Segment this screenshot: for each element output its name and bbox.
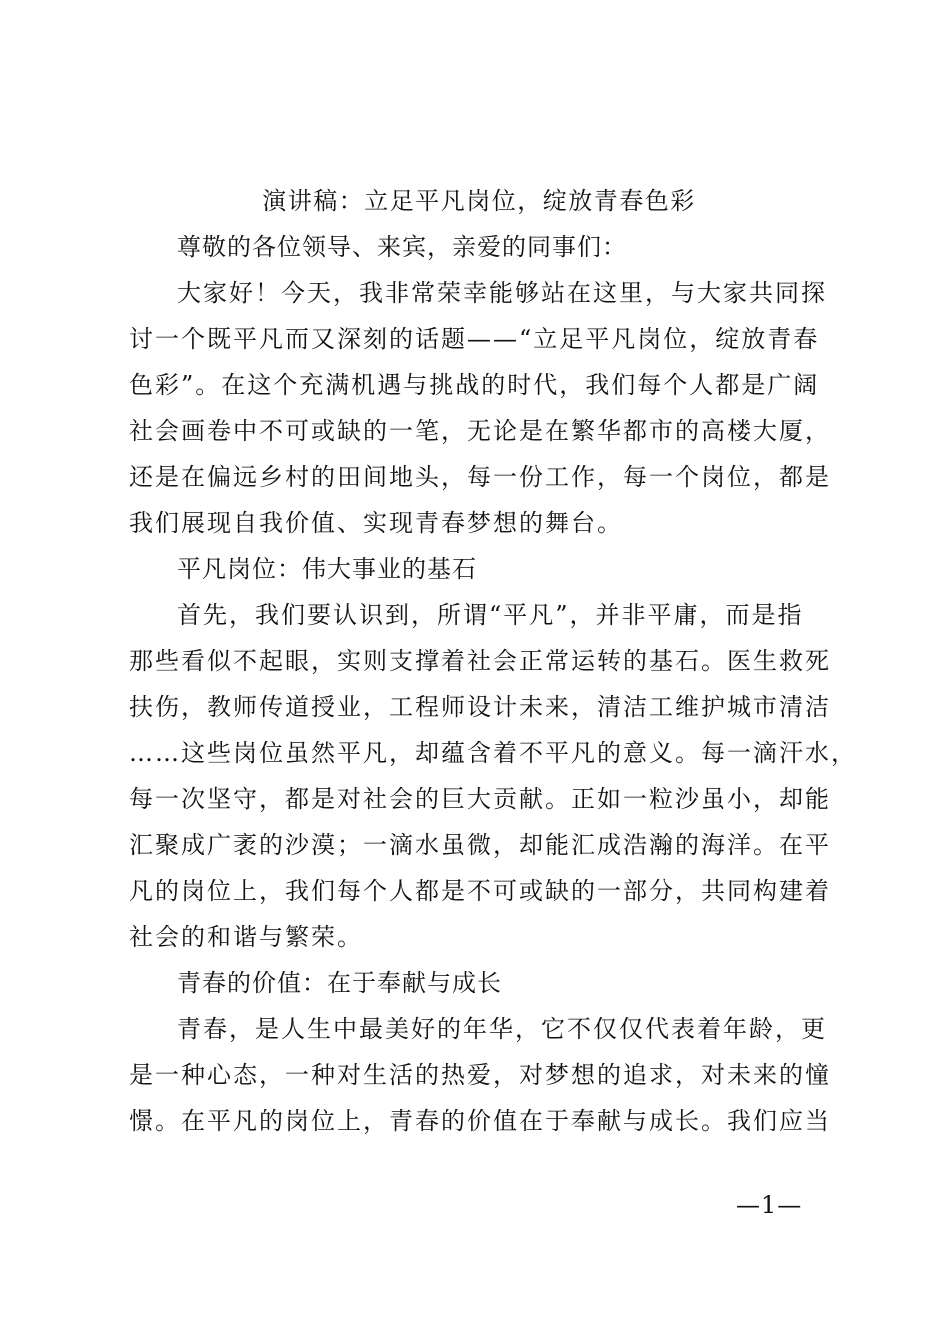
- text-line: 社会画卷中不可或缺的一笔，无论是在繁华都市的高楼大厦，: [129, 417, 831, 445]
- text-line: 凡的岗位上，我们每个人都是不可或缺的一部分，共同构建着: [129, 877, 831, 905]
- document-body: [129, 178, 857, 1144]
- text-line: 我们展现自我价值、实现青春梦想的舞台。: [129, 509, 623, 537]
- text-line: 青春，是人生中最美好的年华，它不仅仅代表着年龄，更: [177, 1015, 827, 1043]
- section-heading-1: 平凡岗位：伟大事业的基石: [177, 555, 477, 583]
- text-line: 社会的和谐与繁荣。: [129, 923, 363, 951]
- text-line: 汇聚成广袤的沙漠；一滴水虽微，却能汇成浩瀚的海洋。在平: [129, 831, 831, 859]
- text-line: ……这些岗位虽然平凡，却蕴含着不平凡的意义。每一滴汗水，: [129, 739, 857, 767]
- text-line: 是一种心态，一种对生活的热爱，对梦想的追求，对未来的憧: [129, 1061, 831, 1089]
- text-line: 大家好！今天，我非常荣幸能够站在这里，与大家共同探: [177, 279, 827, 307]
- text-line: 每一次坚守，都是对社会的巨大贡献。正如一粒沙虽小，却能: [129, 785, 831, 813]
- text-line: 讨一个既平凡而又深刻的话题——“立足平凡岗位，绽放青春: [129, 325, 820, 353]
- paragraph-intro: [129, 270, 829, 546]
- text-line: 憬。在平凡的岗位上，青春的价值在于奉献与成长。我们应当: [129, 1107, 831, 1135]
- text-line: 首先，我们要认识到，所谓“平凡”，并非平庸，而是指: [177, 601, 804, 629]
- page-number: —1—: [736, 1191, 803, 1219]
- document-title: 演讲稿：立足平凡岗位，绽放青春色彩: [262, 187, 696, 215]
- paragraph-ordinary-posts: [129, 592, 857, 960]
- text-line: 色彩”。在这个充满机遇与挑战的时代，我们每个人都是广阔: [129, 371, 820, 399]
- paragraph-youth-value: [129, 1006, 829, 1144]
- salutation: 尊敬的各位领导、来宾，亲爱的同事们：: [177, 233, 627, 261]
- section-heading-2: 青春的价值：在于奉献与成长: [177, 969, 502, 997]
- text-line: 那些看似不起眼，实则支撑着社会正常运转的基石。医生救死: [129, 647, 831, 675]
- text-line: 还是在偏远乡村的田间地头，每一份工作，每一个岗位，都是: [129, 463, 831, 491]
- text-line: 扶伤，教师传道授业，工程师设计未来，清洁工维护城市清洁: [129, 693, 831, 721]
